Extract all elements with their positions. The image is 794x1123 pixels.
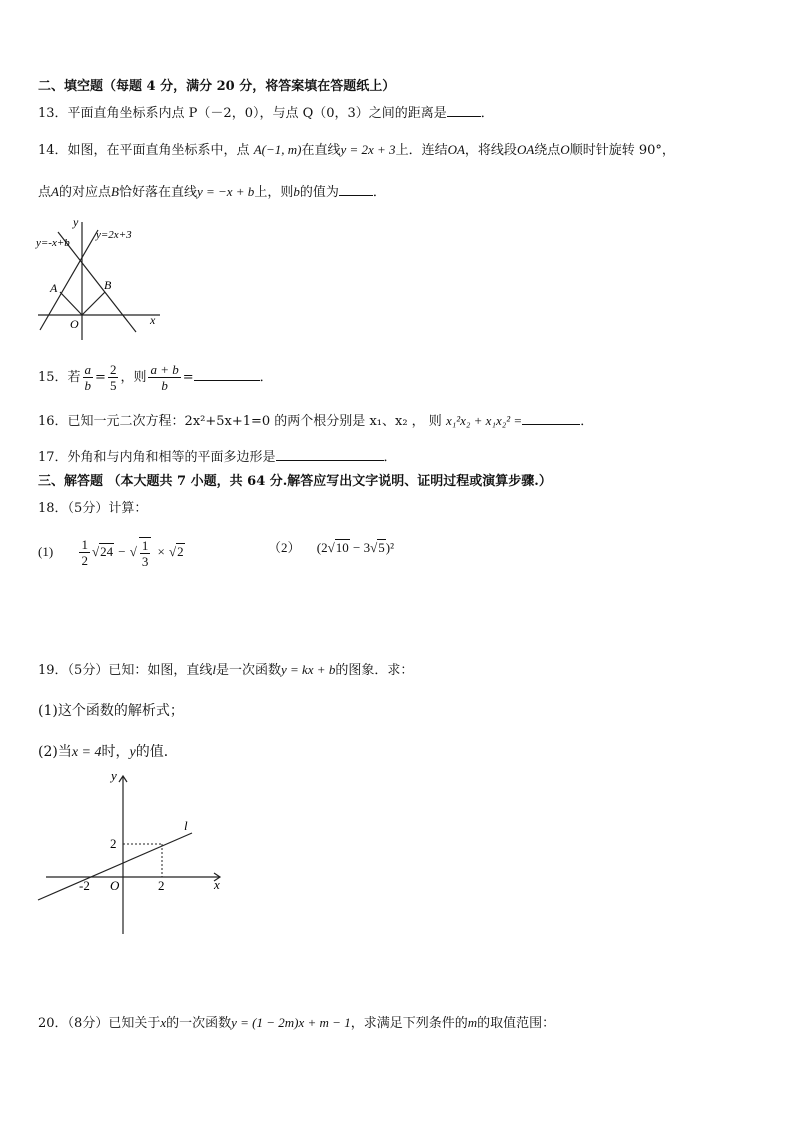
q14-text-3: 上．连结: [395, 143, 448, 158]
q14-point-a: A(−1, m): [253, 142, 302, 157]
question-19: [38, 662, 413, 679]
q13-end: ．: [480, 106, 494, 121]
q19-s2-c: 的值．: [135, 744, 178, 760]
q14-b: B: [110, 184, 119, 199]
q15-frac-apb: [148, 362, 180, 393]
q16-text: 16．已知一元二次方程：2x²+5x+1=0 的两个根分别是 x₁、x₂ ， 则: [38, 414, 442, 429]
q15-frac-25: [108, 362, 119, 393]
q19-tick-2x: 2: [158, 878, 165, 893]
q18-frac-half: [79, 537, 90, 568]
q20-m: m: [467, 1015, 478, 1030]
q14-line-2-eq: y = −x + b: [196, 184, 255, 199]
q15-apb: a + b: [150, 362, 179, 377]
question-14-line-1: [38, 142, 675, 159]
q20-text-2: 的一次函数: [166, 1016, 232, 1031]
q14-text-2: 在直线: [301, 143, 341, 158]
q20-func: y = (1 − 2m)x + m − 1: [231, 1015, 351, 1030]
q14-a: A: [51, 184, 59, 199]
q14-text-6: 顺时针旋转 90°，: [569, 143, 675, 158]
q14-text-11: 的值为: [299, 185, 339, 200]
q14-segment-ob: [82, 292, 105, 315]
q14-label-b: B: [104, 278, 112, 292]
q19-tick-neg2: -2: [79, 878, 90, 893]
q19-sub-1: (1)这个函数的解析式；: [38, 703, 184, 719]
q18-part-2: （2） (2√10 − 3√5)²: [268, 540, 394, 555]
q14-answer-blank: [339, 183, 373, 196]
q14-label-x: x: [150, 313, 156, 327]
q20-text-4: 的取值范围：: [477, 1016, 556, 1031]
q18-r1: 1: [141, 537, 149, 553]
question-17: [38, 448, 397, 466]
q19-text-1: 19．（5分）已知：如图，直线: [38, 663, 213, 678]
question-20: [38, 1015, 555, 1032]
q15-eq: =: [95, 370, 106, 385]
q15-eq2: =: [182, 370, 194, 385]
q18-label-2: （2）: [268, 540, 301, 555]
q14-b-var: b: [293, 184, 300, 199]
q19-label-o: O: [110, 878, 120, 893]
q19-text-3: 的图象．求：: [335, 663, 414, 678]
q18-minus: −: [118, 544, 126, 559]
q16-end: ．: [580, 414, 594, 429]
q19-label-y: y: [111, 768, 117, 783]
q14-text-4: ，将线段: [464, 143, 517, 158]
q20-text-1: 20．（8分）已知关于: [38, 1016, 161, 1031]
q18-expr2-c: )²: [385, 540, 394, 555]
q15-text-1: 15．若: [38, 370, 81, 385]
q14-label-o: O: [70, 317, 79, 331]
q18-two: 2: [81, 553, 88, 568]
q18-one: 1: [81, 537, 88, 552]
q14-segment-oa: [60, 292, 82, 315]
q18-sqrt-2: 2: [177, 544, 184, 559]
q14-end: ．: [372, 185, 386, 200]
q15-a: a: [84, 362, 92, 377]
q19-func: y = kx + b: [280, 662, 336, 677]
q18-sqrt-10: 10: [335, 540, 349, 555]
q19-l: l: [212, 662, 216, 677]
q19-label-x: x: [214, 877, 220, 892]
q14-text-1: 14．如图，在平面直角坐标系中，点: [38, 143, 250, 158]
q18-r3: 3: [141, 553, 149, 569]
q16-expr: x₁²x₂ + x₁x₂² =: [445, 413, 523, 428]
q16-answer-blank: [522, 412, 580, 425]
q18-times: ×: [157, 544, 165, 559]
question-16: [38, 412, 593, 430]
q14-text-9: 恰好落在直线: [118, 185, 197, 200]
q13-text: 13．平面直角坐标系内点 P（－2，0），与点 Q（0，3）之间的距离是: [38, 106, 447, 121]
q18-label-1: (1): [38, 544, 54, 559]
q19-text-2: 是一次函数: [215, 663, 281, 678]
q14-label-y: y: [73, 215, 79, 229]
q14-oa-1: OA: [447, 142, 465, 157]
q19-s2-y: y: [129, 745, 136, 760]
question-18: 18．（5分）计算：: [38, 501, 148, 516]
q20-text-3: ，求满足下列条件的: [350, 1016, 468, 1031]
q15-b: b: [84, 378, 92, 393]
q14-figure: [30, 212, 170, 347]
q19-s2-x: x = 4: [71, 745, 102, 760]
q19-s2-b: 时，: [101, 744, 130, 760]
q14-text-8: 的对应点: [58, 185, 111, 200]
section-2-title: 二、填空题（每题 4 分，满分 20 分，将答案填在答题纸上）: [38, 79, 396, 94]
question-15: [38, 362, 273, 393]
q14-label-line1: y=2x+3: [96, 229, 132, 241]
q14-o: O: [560, 142, 570, 157]
q15-five: 5: [109, 378, 117, 393]
q14-text-5: 绕点: [534, 143, 561, 158]
q19-tick-2y: 2: [110, 836, 117, 851]
q18-sqrt-5: 5: [378, 540, 385, 555]
q15-text-2: ，则: [120, 370, 147, 385]
q14-line-1-eq: y = 2x + 3: [340, 142, 396, 157]
q18-expr2-a: (2: [316, 540, 328, 555]
question-14-line-2: [38, 183, 386, 201]
q15-b2: b: [161, 378, 168, 393]
q14-text-7: 点: [38, 185, 52, 200]
section-3-title: 三、解答题 （本大题共 7 小题，共 64 分.解答应写出文字说明、证明过程或演算步骤.）: [38, 474, 552, 489]
q19-label-l: l: [184, 818, 188, 833]
q14-label-a: A: [50, 281, 58, 295]
q20-x: x: [160, 1015, 167, 1030]
q19-figure: [34, 766, 230, 938]
q19-sub-2: [38, 744, 178, 762]
q18-part-1: (1) $\frac{1}{2}$ √24 − √ $\frac{1}{3}$ × √2: [38, 537, 184, 569]
q17-text: 17．外角和与内角和相等的平面多边形是: [38, 450, 276, 465]
q14-text-10: 上，则: [254, 185, 294, 200]
q18-expr2-b: − 3: [349, 540, 371, 555]
q15-answer-blank: [194, 368, 260, 381]
q19-s2-a: (2)当: [38, 744, 72, 760]
q14-label-line2: y=-x+b: [36, 237, 70, 249]
q14-oa-2: OA: [516, 142, 535, 157]
q15-end: ．: [259, 370, 273, 385]
q13-answer-blank: [447, 104, 481, 117]
q15-two: 2: [109, 362, 117, 377]
q17-end: ．: [383, 450, 397, 465]
q18-sqrt-24: 24: [100, 544, 114, 559]
q15-frac-ab: [83, 362, 94, 393]
question-13: [38, 104, 494, 122]
q18-sqrt-frac: [139, 537, 152, 569]
q17-answer-blank: [276, 448, 384, 461]
